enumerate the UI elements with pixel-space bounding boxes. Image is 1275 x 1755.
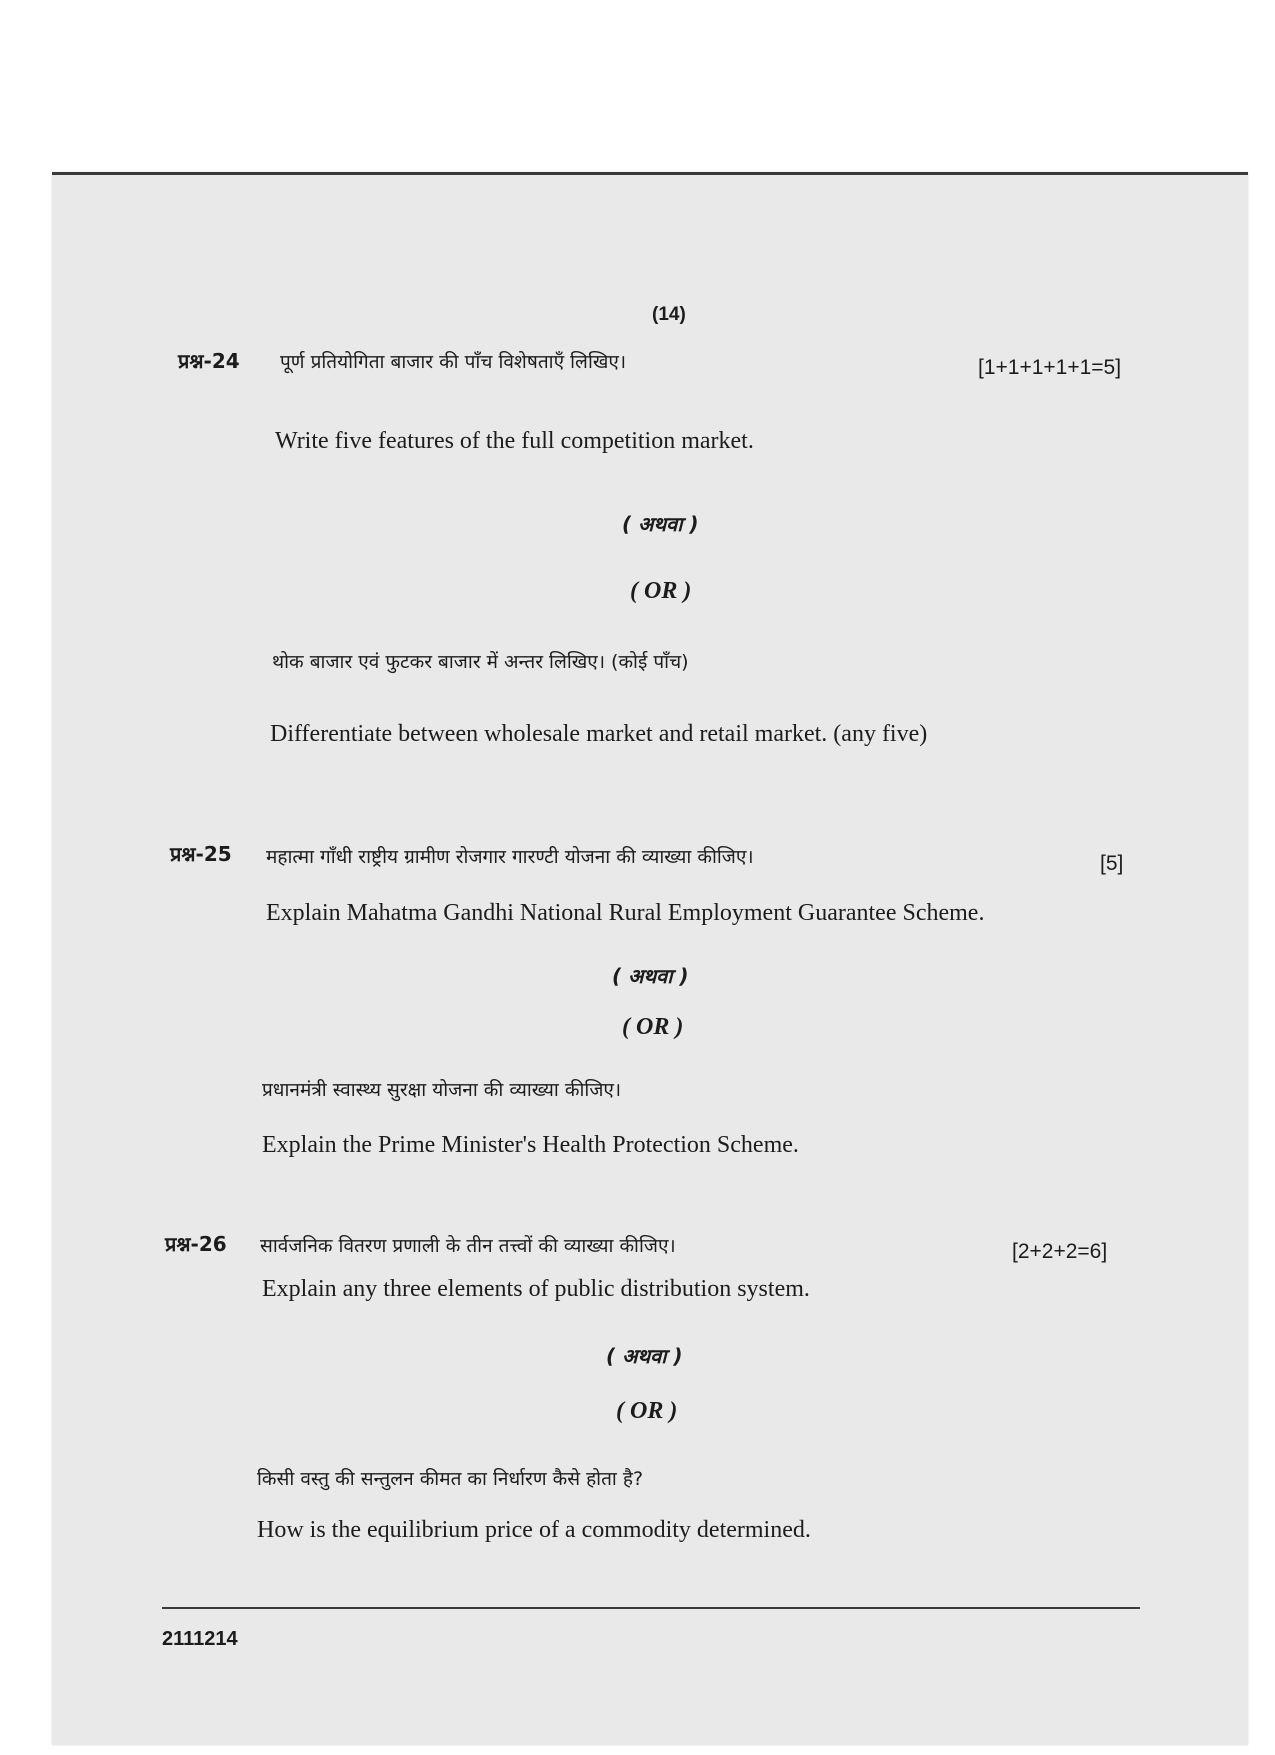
question-26-alt-english: How is the equilibrium price of a commodity determined. xyxy=(257,1517,811,1543)
question-26-hindi: सार्वजनिक वितरण प्रणाली के तीन तत्त्वों की व्याख्या कीजिए। xyxy=(260,1235,676,1257)
question-25-english: Explain Mahatma Gandhi National Rural Employment Guarantee Scheme. xyxy=(266,900,985,926)
page-number: (14) xyxy=(652,304,686,325)
footer-divider xyxy=(162,1607,1140,1609)
question-25-hindi: महात्मा गाँधी राष्ट्रीय ग्रामीण रोजगार गारण्टी योजना की व्याख्या कीजिए। xyxy=(266,846,754,868)
question-26-number: प्रश्न-26 xyxy=(165,1232,227,1256)
question-24-or-english: ( OR ) xyxy=(630,578,692,604)
question-26-english: Explain any three elements of public distribution system. xyxy=(262,1276,810,1302)
question-25-alt-hindi: प्रधानमंत्री स्वास्थ्य सुरक्षा योजना की व्याख्या कीजिए। xyxy=(262,1079,622,1101)
paper-sheet xyxy=(52,172,1248,1745)
question-26-or-hindi: ( अथवा ) xyxy=(606,1344,683,1368)
question-24-alt-hindi: थोक बाजार एवं फुटकर बाजार में अन्तर लिखिए। (कोई पाँच) xyxy=(272,651,689,673)
question-24-english: Write five features of the full competition market. xyxy=(275,428,754,454)
question-25-alt-english: Explain the Prime Minister's Health Protection Scheme. xyxy=(262,1132,799,1158)
question-26-marks: [2+2+2=6] xyxy=(1012,1240,1108,1263)
question-26-alt-hindi: किसी वस्तु की सन्तुलन कीमत का निर्धारण कैसे होता है? xyxy=(257,1468,644,1490)
question-24-hindi: पूर्ण प्रतियोगिता बाजार की पाँच विशेषताएँ लिखिए। xyxy=(280,351,627,373)
paper-code: 2111214 xyxy=(162,1628,238,1650)
question-26-or-english: ( OR ) xyxy=(616,1398,678,1424)
question-24-marks: [1+1+1+1+1=5] xyxy=(978,356,1122,379)
question-25-marks: [5] xyxy=(1100,852,1124,875)
question-24-alt-english: Differentiate between wholesale market and retail market. (any five) xyxy=(270,721,928,747)
question-24-or-hindi: ( अथवा ) xyxy=(622,512,699,536)
question-25-or-english: ( OR ) xyxy=(622,1014,684,1040)
question-25-or-hindi: ( अथवा ) xyxy=(612,964,689,988)
question-25-number: प्रश्न-25 xyxy=(170,842,232,866)
question-24-number: प्रश्न-24 xyxy=(178,349,240,373)
